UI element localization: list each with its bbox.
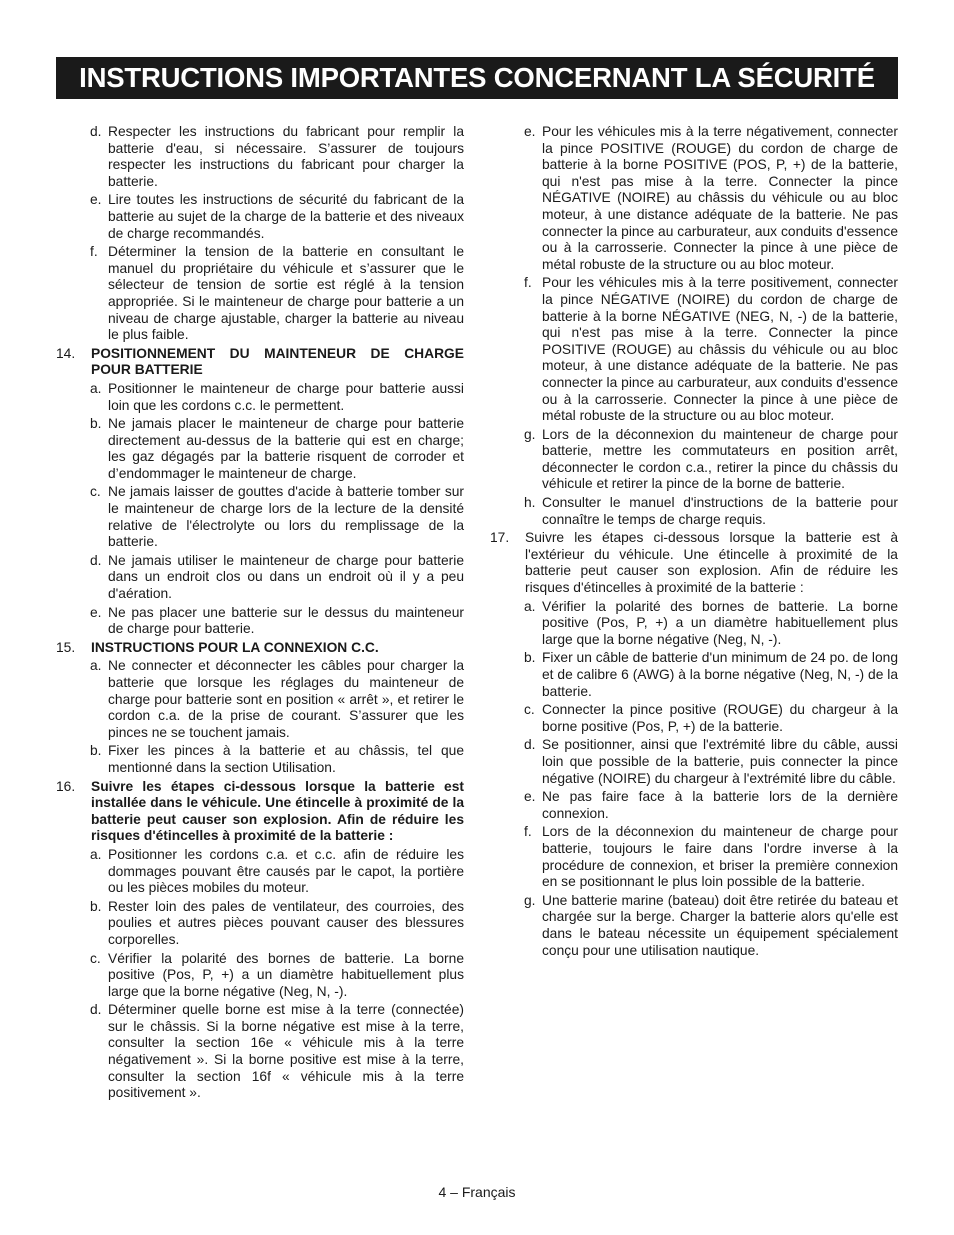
list-item [56,553,464,603]
list-item [490,702,898,735]
item-marker: b. [90,416,102,432]
item-marker: a. [524,598,536,614]
list-item [490,650,898,700]
list-item [56,743,464,776]
list-item [490,599,898,649]
item-text: Rester loin des pales de ventilateur, des courroies, des poulies et autres pièces pouvant causer des blessures corporelles. [108,898,464,947]
item-text: Ne pas faire face à la batterie lors de la dernière connexion. [542,789,898,821]
list-item [56,847,464,897]
item-text: POSITIONNEMENT DU MAINTENEUR DE CHARGE POUR BATTERIE [91,345,464,378]
section-item [56,779,464,845]
item-text: Déterminer quelle borne est mise à la terre (connectée) sur le châssis. Si la borne négative est mise à la terre, consulter la section 16e « véhicule mis à la terre négativement ». Si la borne positive est mise à la terre, consulter la section 16f « véhicule mis à la terre positivement ». [108,1002,464,1101]
list-item [56,951,464,1001]
item-text: Ne jamais placer le mainteneur de charge pour batterie directement au-dessus de la batterie qui est en charge; les gaz dégagés par la batterie risquent de corroder et d’endommager le mainteneur de charge. [108,416,464,481]
list-item [490,824,898,890]
list-item [490,275,898,424]
item-text: Ne pas placer une batterie sur le dessus du mainteneur de charge pour batterie. [108,604,464,637]
item-text: Fixer les pinces à la batterie et au châssis, tel que mentionné dans la section Utilisation. [108,743,464,775]
item-text: INSTRUCTIONS POUR LA CONNEXION C.C. [91,639,379,655]
item-marker: a. [90,380,102,396]
list-item [490,495,898,528]
item-text: Consulter le manuel d'instructions de la batterie pour connaître le temps de charge requis. [542,495,898,527]
item-marker: e. [524,789,536,805]
item-text: Pour les véhicules mis à la terre positivement, connecter la pince NÉGATIVE (NOIRE) du cordon de charge de batterie à la borne NÉGATIVE (NEG, N, -) de la batterie, qui n'est pas mise à la terre. Connecter la pince POSITIVE (ROUGE) au châssis du véhicule ou au bloc moteur, à une distance adéquate de la batterie. Ne pas connecter la pince au carburateur, aux conduits d'essence ou à la carrosserie. Connecter la pince à une pièce de métal robuste de la structure ou au bloc moteur. [542,275,898,424]
item-marker: g. [524,426,536,442]
item-marker: e. [90,604,102,620]
item-text: Vérifier la polarité des bornes de batterie. La borne positive (Pos, P, +) a un diamètre habituellement plus large que la borne négative (Neg, N, -). [542,598,898,647]
left-column [56,124,464,1104]
item-marker: f. [524,824,532,840]
item-marker: d. [90,124,102,139]
item-text: Respecter les instructions du fabricant pour remplir la batterie d'eau, si nécessaire. S’assurer de toujours respecter les instructions du fabricant pour charger la batterie. [108,124,464,189]
page-footer: 4 – Français [438,1184,516,1200]
item-text: Lors de la déconnexion du mainteneur de charge pour batterie, mettre les commutateurs en position arrêt, déconnecter le cordon c.a., retirer la pince du châssis du véhicule et retirer la pince de la borne de batterie. [542,426,898,492]
list-item [490,124,898,273]
item-text: Lors de la déconnexion du mainteneur de charge pour batterie, toujours le faire dans l'ordre inverse à la procédure de connexion, et briser la première connexion en se positionnant le plus loin possible de la batterie. [542,824,898,890]
item-text: Se positionner, ainsi que l'extrémité libre du câble, aussi loin que possible de la batterie, puis connecter la pince négative (NOIRE) du chargeur à l'extrémité libre du câble. [542,737,898,786]
item-marker: h. [524,495,536,511]
list-item [56,192,464,242]
item-text: Vérifier la polarité des bornes de batterie. La borne positive (Pos, P, +) a un diamètre habituellement plus large que la borne négative (Neg, N, -). [108,950,464,999]
list-item [56,484,464,550]
item-marker: d. [90,1002,102,1018]
item-marker: a. [90,846,102,862]
item-marker: a. [90,658,102,674]
item-marker: c. [90,484,101,500]
item-marker: b. [90,898,102,914]
item-marker: f. [524,275,532,291]
list-item [56,1002,464,1102]
list-item [56,381,464,414]
list-item [490,893,898,959]
item-marker: c. [90,950,101,966]
item-marker: b. [90,743,102,759]
item-text: Lire toutes les instructions de sécurité du fabricant de la batterie au sujet de la charge de la batterie et des niveaux de charge recommandés. [108,192,464,241]
item-text: Suivre les étapes ci-dessous lorsque la batterie est installée dans le véhicule. Une étincelle à proximité de la batterie peut causer son explosion. Afin de réduire les risques d'étincelles à proximité de la batterie : [91,778,464,844]
item-text: Ne connecter et déconnecter les câbles pour charger la batterie que lorsque les réglages du mainteneur de charge pour batterie sont en position « arrêt », et retirer le cordon c.a. de la prise de courant. S’assurer que les pinces ne se touchent jamais. [108,658,464,740]
item-marker: b. [524,650,536,666]
item-text: Positionner le mainteneur de charge pour batterie aussi loin que les cordons c.c. le permettent. [108,380,464,413]
item-text: Ne jamais laisser de gouttes d'acide à batterie tomber sur le mainteneur de charge lors de la lecture de la densité relative de l'électrolyte ou lors du remplissage de la batterie. [108,484,464,550]
item-marker: f. [90,244,98,260]
list-item [490,737,898,787]
list-item [56,416,464,482]
list-item [490,789,898,822]
list-item [56,124,464,190]
list-item [56,658,464,741]
item-text: Une batterie marine (bateau) doit être retirée du bateau et chargée sur la berge. Charger la batterie alors qu'elle est dans le bateau nécessite un équipement spécialement conçu pour une utilisation nautique. [542,892,898,958]
item-marker: e. [524,124,536,139]
item-marker: c. [524,702,535,718]
item-marker: d. [90,552,102,568]
list-item [56,244,464,344]
right-column [490,124,898,961]
item-marker: d. [524,737,536,753]
item-text: Suivre les étapes ci-dessous lorsque la batterie est à l'extérieur du véhicule. Une étincelle à proximité de la batterie peut causer son explosion. Afin de réduire les risques d'étincelles à proximité de la batterie : [525,530,898,596]
item-marker: 16. [56,778,76,794]
list-item [490,427,898,493]
item-text: Ne jamais utiliser le mainteneur de charge pour batterie dans un endroit clos ou dans un endroit où il y a peu d'aération. [108,552,464,602]
item-text: Déterminer la tension de la batterie en consultant le manuel du propriétaire du véhicule et s’assurer que le sélecteur de tension de sortie est réglé à la tension appropriée. Si le mainteneur de charge pour batterie a un niveau de charge ajustable, charger la batterie au niveau le plus faible. [108,244,464,343]
section-item [56,640,464,657]
item-text: Fixer un câble de batterie d'un minimum de 24 po. de long et de calibre 6 (AWG) à la borne négative (Neg, N, -) de la batterie. [542,650,898,699]
item-marker: 17. [490,530,510,546]
list-item [56,605,464,638]
section-item [490,530,898,596]
item-marker: g. [524,892,536,908]
item-text: Pour les véhicules mis à la terre négativement, connecter la pince POSITIVE (ROUGE) du cordon de charge de batterie à la borne POSITIVE (POS, P, +) de la batterie, qui n'est pas mise à la terre. Connecter la pince NÉGATIVE (NOIRE) au châssis du véhicule ou au bloc moteur, à une distance adéquate de la batterie. Ne pas connecter la pince au carburateur, aux conduits d'essence ou à la carrosserie. Connecter la pince à une pièce de métal robuste de la structure ou au bloc moteur. [542,124,898,272]
item-marker: e. [90,192,102,208]
section-item [56,346,464,379]
item-marker: 14. [56,345,76,361]
item-text: Connecter la pince positive (ROUGE) du chargeur à la borne positive (Pos, P, +) de la batterie. [542,702,898,734]
page-title: INSTRUCTIONS IMPORTANTES CONCERNANT LA SÉCURITÉ [56,57,898,99]
item-marker: 15. [56,639,76,655]
item-text: Positionner les cordons c.a. et c.c. afin de réduire les dommages pouvant être causés par le capot, la portière ou les pièces mobiles du moteur. [108,846,464,896]
list-item [56,899,464,949]
